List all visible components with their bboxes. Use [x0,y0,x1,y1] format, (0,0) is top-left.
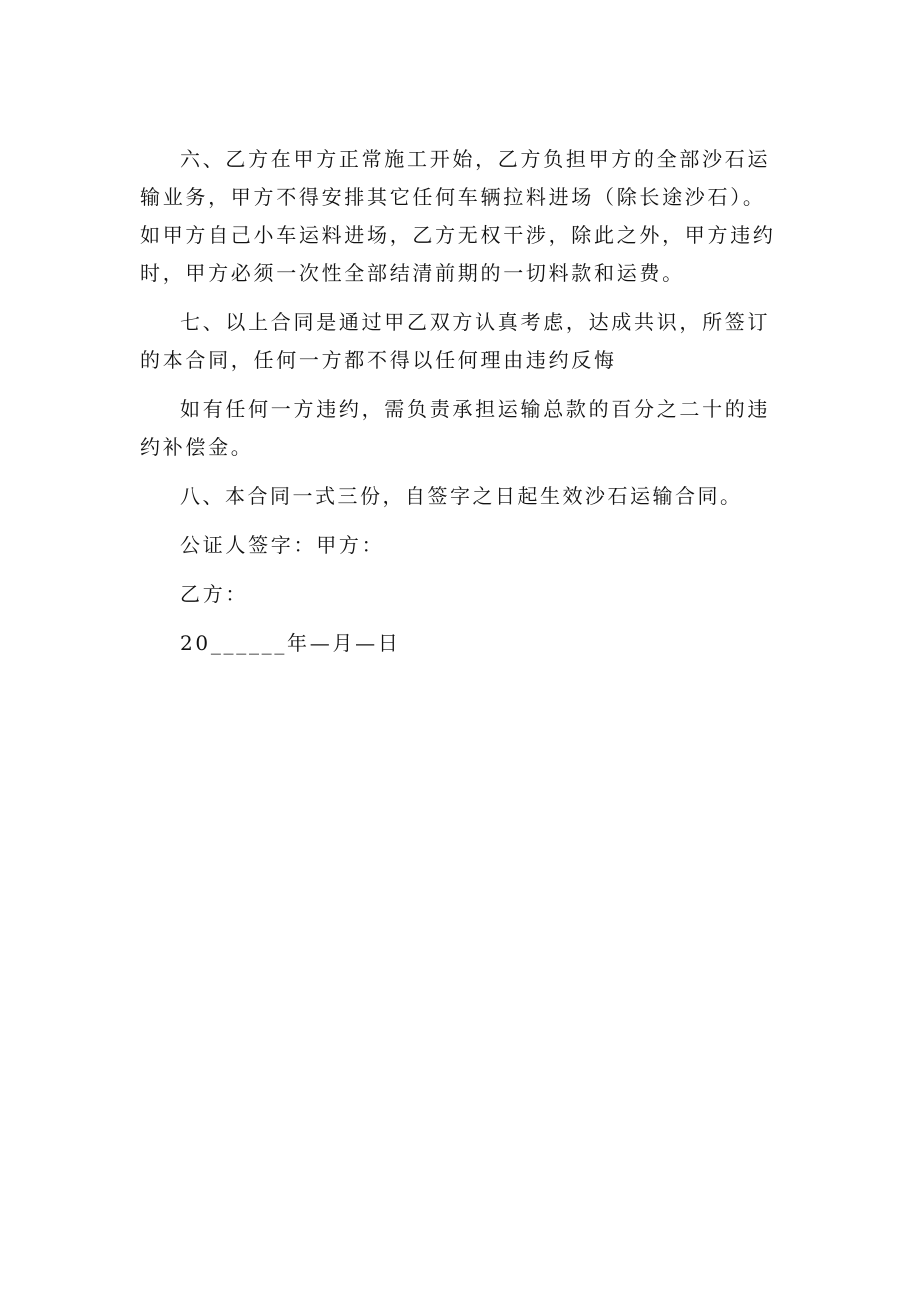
clause-six: 六、乙方在甲方正常施工开始，乙方负担甲方的全部沙石运输业务，甲方不得安排其它任何车辆拉料进场（除长途沙石）。如甲方自己小车运料进场，乙方无权干涉，除此之外，甲方违约时，甲方必须一次性全部结清前期的一切料款和运费。 [140,147,776,285]
notary-signature-line: 公证人签字：甲方： [180,533,385,557]
document-body [140,140,780,673]
date-line: 20______年—月—日 [180,631,401,655]
clause-eight: 八、本合同一式三份，自签字之日起生效沙石运输合同。 [180,484,743,508]
breach-compensation-clause: 如有任何一方违约，需负责承担运输总款的百分之二十的违约补偿金。 [140,397,771,459]
party-b-signature-line: 乙方： [180,582,249,606]
clause-seven: 七、以上合同是通过甲乙双方认真考虑，达成共识，所签订的本合同，任何一方都不得以任何理由违约反悔 [140,310,771,372]
